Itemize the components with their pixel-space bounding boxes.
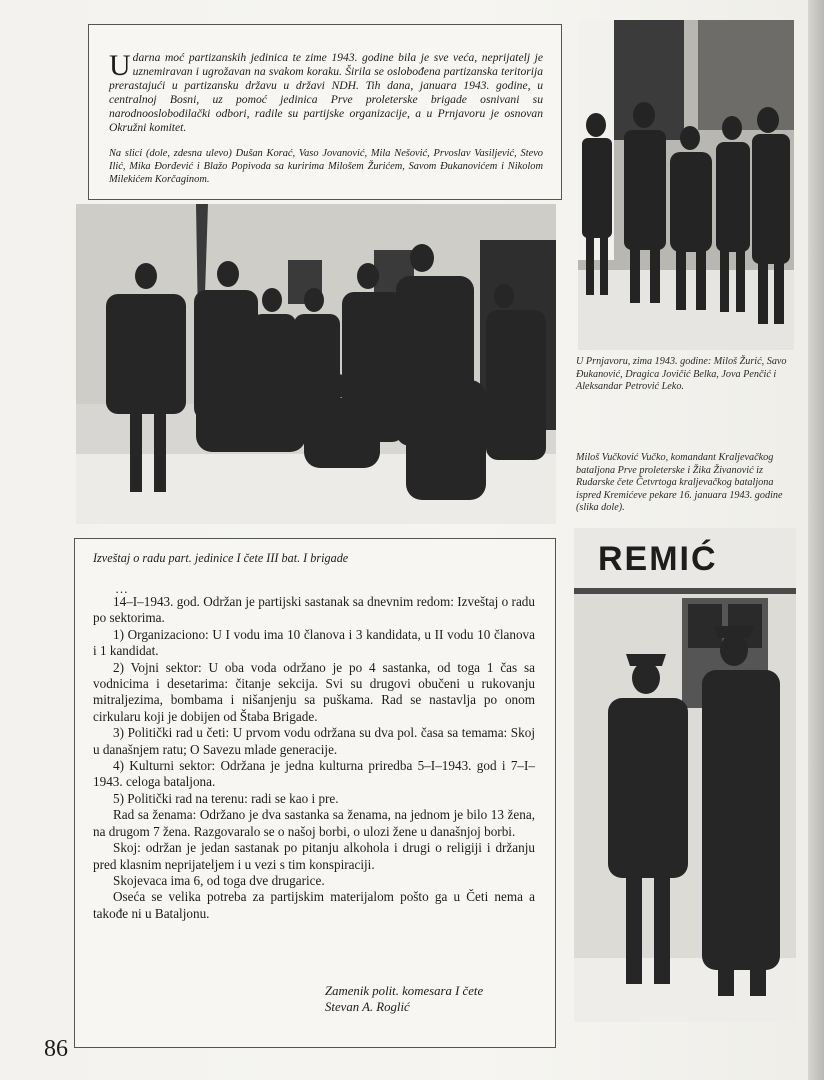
signature-title: Zamenik polit. komesara I čete bbox=[325, 984, 484, 998]
report-paragraph: Skoj: održan je jedan sastanak po pitanju alkohola i drugi o religiji i držanju pred klasnim neprijateljem i u vezi s tim konspiraciji. bbox=[93, 840, 535, 872]
photo-group-partisans-image bbox=[76, 204, 556, 524]
report-box bbox=[74, 538, 556, 1048]
shop-sign: REMIĆ bbox=[598, 540, 718, 578]
report-paragraph: 1) Organizaciono: U I vodu ima 10 članova i 3 kandidata, u II vodu 10 članova i 1 kandidat. bbox=[93, 626, 535, 659]
side-caption-vuckovic: Miloš Vučković Vučko, komandant Kraljevačkog bataljona Prve proleterske i Žika Živanović iz Rudarske čete Četvrtoga kraljevačkog bataljona ispred Kremićeve pekare 16. januara 1943. godine (slika dole). bbox=[576, 452, 783, 513]
intro-text: darna moć partizanskih jedinica te zime 1943. godine bila je sve veća, neprijatelj je uznemiravan i ugrožavan na svakom koraku. Širila se oslobođena partizanska teritorija prerastajući u partizansku državu u državi NDH. Tih dana, januara 1943. godine, u centralnoj Bosni, uz pomoć jedinica Prve proleterske brigade osnivani su narodnooslobodilački odbori, radile su partijske organizacije, a u Prnjavoru je osnovan Okružni komitet. bbox=[109, 51, 543, 134]
report-signature bbox=[325, 983, 483, 1015]
report-paragraph: Oseća se velika potreba za partijskim materijalom pošto ga u Četi nema a takođe ni u Bataljonu. bbox=[93, 889, 535, 921]
intro-text-box bbox=[88, 24, 562, 200]
photo-group-partisans bbox=[76, 204, 556, 524]
report-paragraph: 14–I–1943. god. Održan je partijski sastanak sa dnevnim redom: Izveštaj o radu po sektorima. bbox=[93, 594, 535, 626]
page-number: 86 bbox=[44, 1036, 68, 1062]
side-caption-prnjavor: U Prnjavoru, zima 1943. godine: Miloš Žurić, Savo Đukanović, Dragica Jovičić Belka, Jova Penčić i Aleksandar Petrović Leko. bbox=[576, 356, 787, 392]
report-ellipsis: … bbox=[115, 581, 128, 596]
intro-paragraph bbox=[109, 51, 543, 135]
report-paragraph: 5) Politički rad na terenu: radi se kao i pre. bbox=[113, 790, 339, 806]
report-paragraph: 4) Kulturni sektor: Održana je jedna kulturna priredba 5–I–1943. god i 7–I–1943. celoga bataljona. bbox=[93, 758, 535, 790]
photo-group-prnjavor bbox=[578, 20, 794, 350]
drop-cap: U bbox=[109, 49, 131, 82]
intro-caption: Na slici (dole, zdesna ulevo) Dušan Korać, Vaso Jovanović, Mila Nešović, Prvoslav Vasiljević, Stevo Ilić, Mika Đorđević i Blažo Popivoda sa kuririma Milošem Žurićem, Savom Đukanovićem i Nikolom Milekićem Korčaginom. bbox=[109, 148, 543, 185]
photo-group-prnjavor-image bbox=[578, 20, 794, 350]
report-paragraph: Rad sa ženama: Održano je dva sastanka sa ženama, na jednom je bilo 13 žena, na drugom 7 žena. Razgovaralo se o našoj borbi, o ulozi žene u današnjoj borbi. bbox=[93, 807, 535, 839]
report-paragraph: Skojevaca ima 6, od toga dve drugarice. bbox=[113, 872, 325, 888]
book-spine bbox=[808, 0, 824, 1080]
photo-kremic-bakery-image bbox=[574, 528, 796, 1022]
photo-kremic-bakery bbox=[574, 528, 796, 1022]
report-paragraph: 2) Vojni sektor: U oba voda održano je po 4 sastanka, od toga 1 čas sa vodnicima i desetarima: čitanje sekcija. Svi su drugovi obučeni u rukovanju mitraljezima, bombama i nišanjenju sa puškama. Rad se nastavlja po onom cirkularu koji je dobijen od Štaba Brigade. bbox=[93, 659, 535, 724]
signature-name: Stevan A. Roglić bbox=[325, 1000, 410, 1014]
report-paragraph: 3) Politički rad u četi: U prvom vodu održana su dva pol. časa sa temama: Skoj u današnjem ratu; O Savezu mlade generacije. bbox=[93, 725, 535, 757]
report-title: Izveštaj o radu part. jedinice I čete III bat. I brigade bbox=[93, 551, 349, 565]
